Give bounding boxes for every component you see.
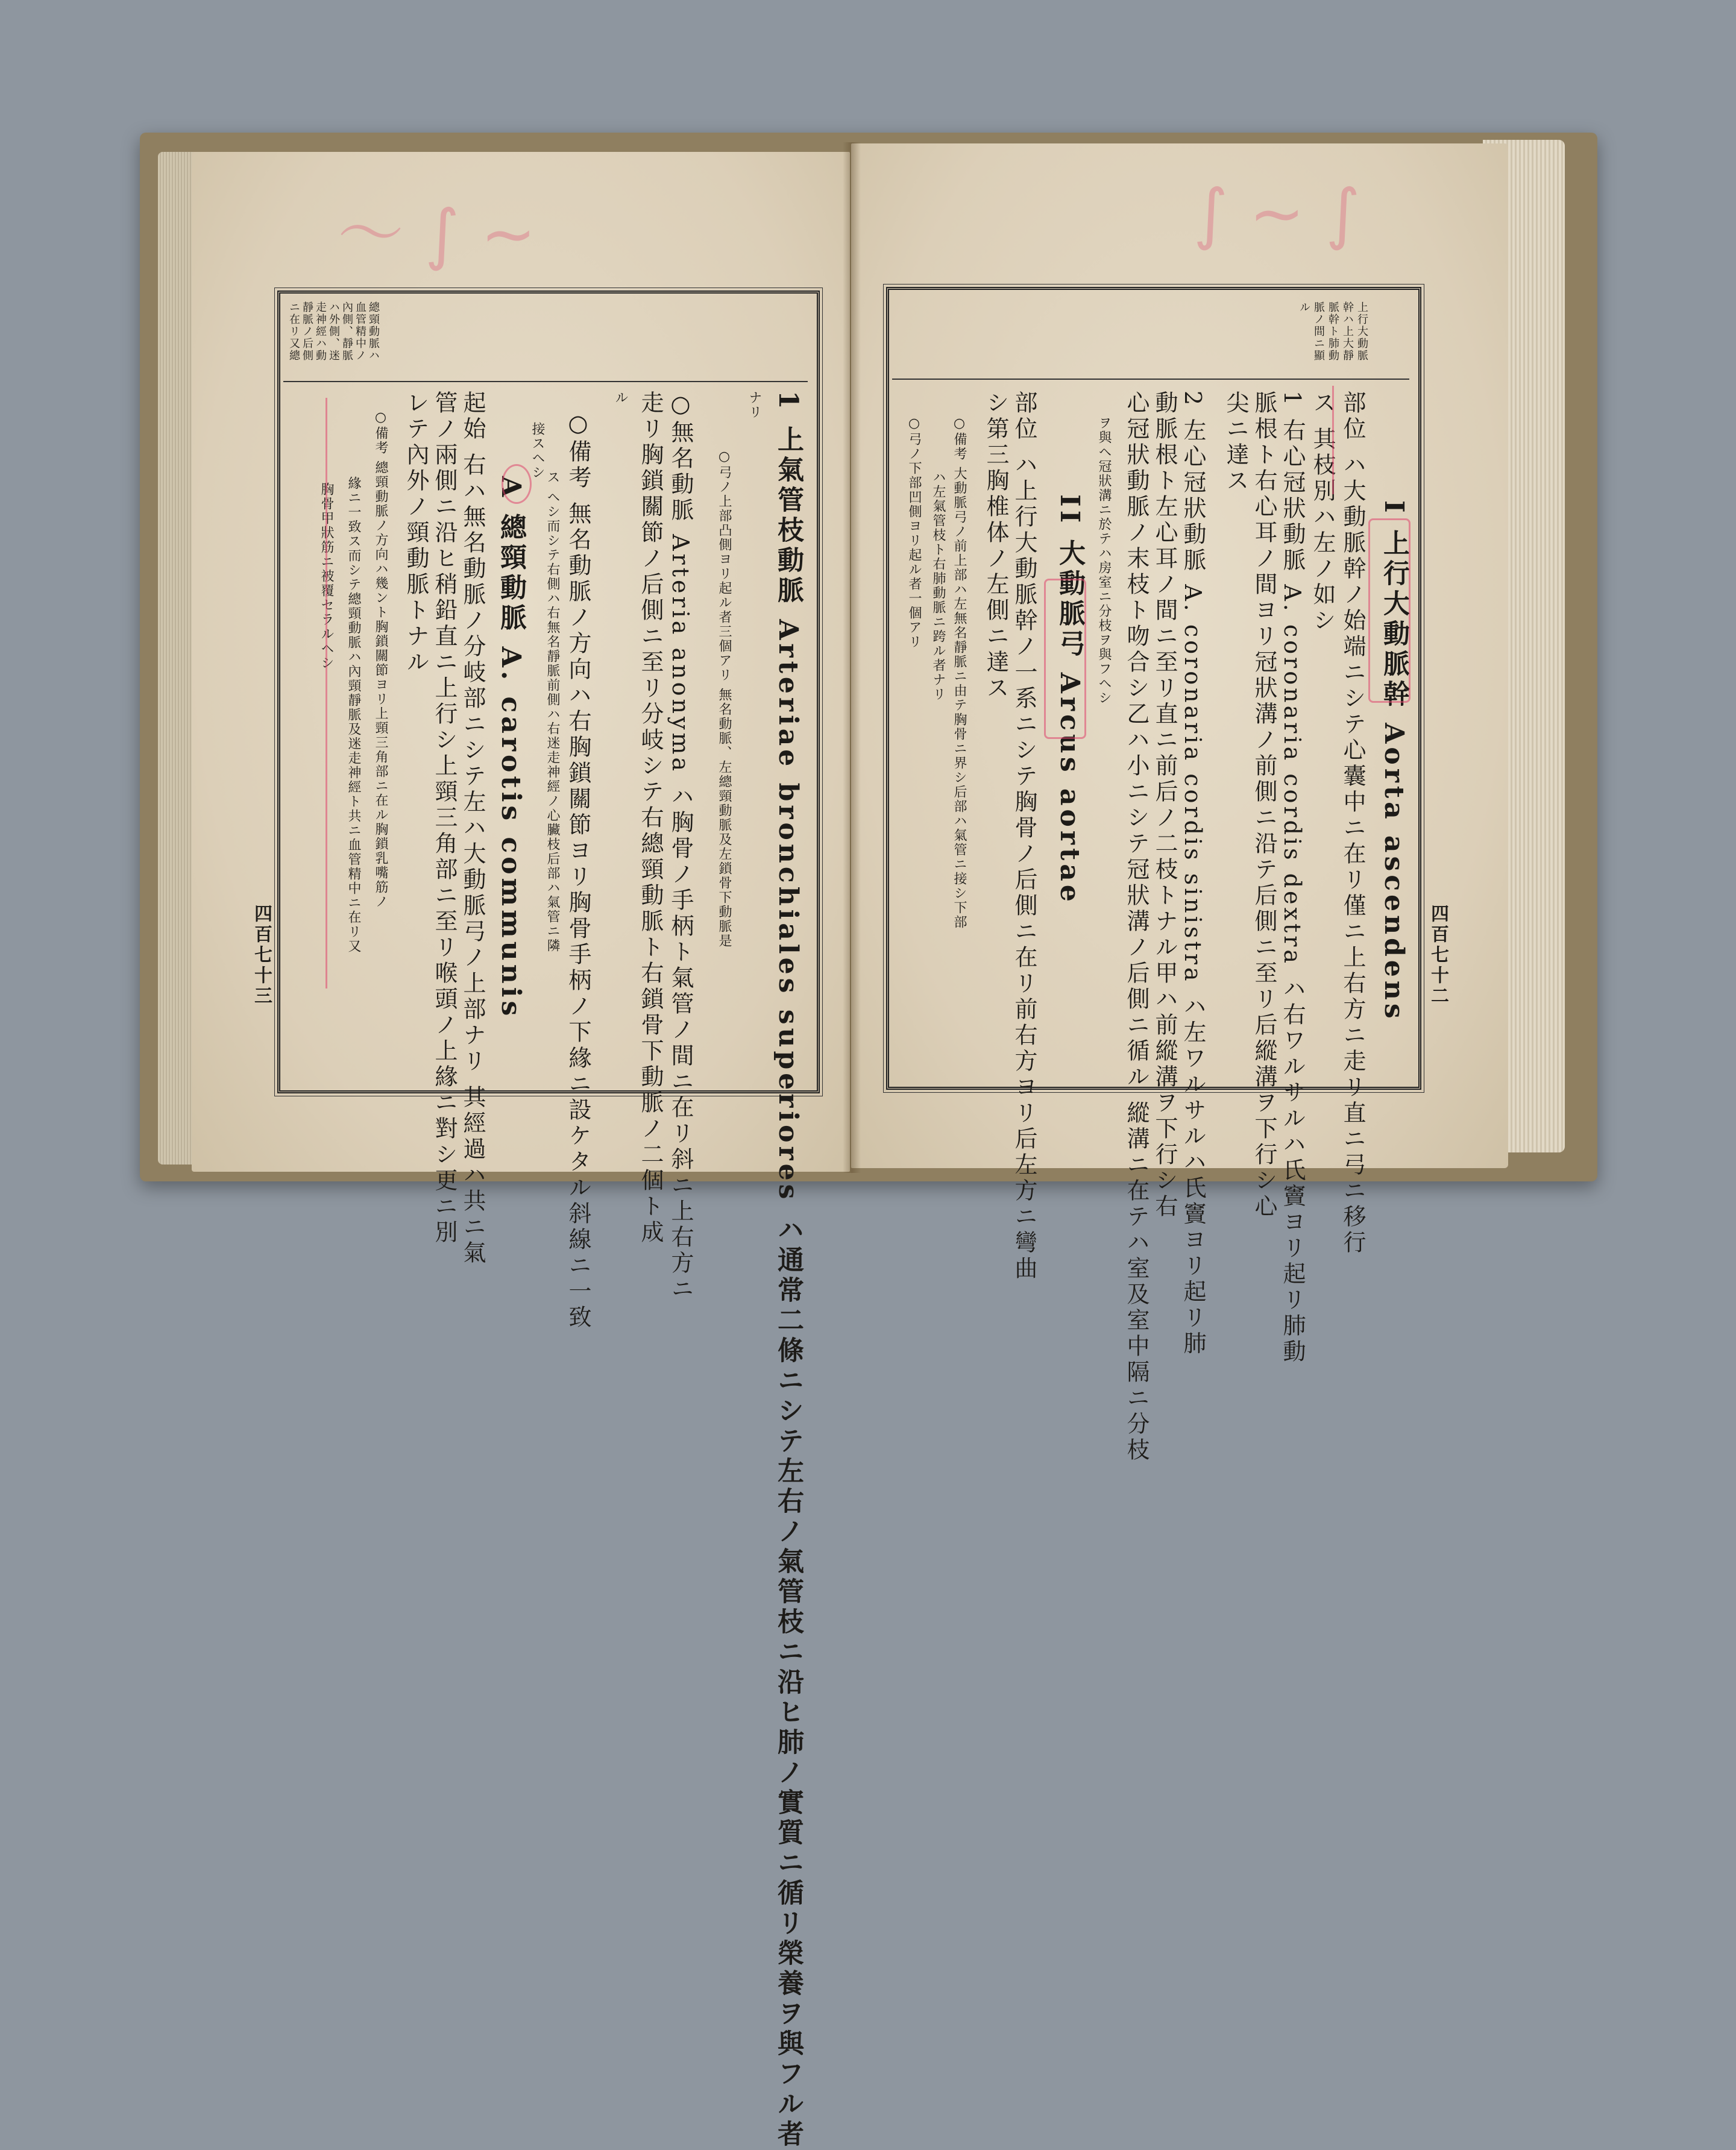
text-column: 走リ胸鎖關節ノ后側ニ至リ分岐シテ右總頸動脈ト右鎖骨下動脈ノ二個ト成 xyxy=(637,391,664,1246)
text-column: ス 其枝別ハ左ノ如シ xyxy=(1309,391,1336,635)
right-header-rule xyxy=(892,379,1409,380)
pencil-line-mark xyxy=(326,398,351,989)
text-column: ○備考 大動脈弓ノ前上部ハ左無名靜脈ニ由テ胸骨ニ界シ后部ハ氣管ニ接シ下部 xyxy=(952,416,967,929)
margin-line: 脈ノ間ニ顯 xyxy=(1312,301,1325,362)
text-column: ○備考 總頸動脈ノ方向ハ幾ント胸鎖關節ヨリ上頸三角部ニ在ル胸鎖乳嘴筋ノ xyxy=(373,410,388,909)
pencil-line-mark xyxy=(1332,386,1338,494)
margin-line: 內側、靜脈 xyxy=(341,301,353,362)
margin-line: 總頸動脈ハ xyxy=(367,301,380,362)
text-column: 1 右心冠狀動脈 A. coronaria cordis dextra ハ右ワルサルハ氏竇ヨリ起リ肺動 xyxy=(1279,391,1306,1366)
section-heading: I 上行大動脈幹 Aorta ascendens xyxy=(1379,500,1409,1022)
text-column: 脈根ト右心耳ノ間ヨリ冠狀溝ノ前側ニ沿テ后側ニ至リ后縱溝ヲ下行シ心 xyxy=(1251,391,1277,1220)
page-number: 四百七十二 xyxy=(1427,904,1448,1007)
text-column: ナリ xyxy=(747,391,762,420)
text-column: 緣ニ一致ス而シテ總頸動脈ハ內頸靜脈及迷走神經ト共ニ血管精中ニ在リ又 xyxy=(346,476,361,954)
book-gutter xyxy=(843,142,861,1173)
text-column: 尖ニ達ス xyxy=(1222,391,1249,494)
text-column: ヲ與ヘ冠狀溝ニ於テハ房室ニ分枝ヲ與フヘシ xyxy=(1096,416,1112,705)
margin-line: 走神經ハ動 xyxy=(314,301,327,362)
text-column: ○弓ノ上部凸側ヨリ起ル者三個アリ 無名動脈、左總頸動脈及左鎖骨下動脈是 xyxy=(717,449,732,948)
left-header-rule xyxy=(283,381,808,382)
pencil-scribble: 〜 ∫ ~ xyxy=(338,195,536,272)
text-column: 部位 ハ大動脈幹ノ始端ニシテ心囊中ニ在リ僅ニ上右方ニ走リ直ニ弓ニ移行 xyxy=(1339,391,1366,1257)
text-column: ハ左氣管枝ト右肺動脈ニ跨ル者ナリ xyxy=(931,470,946,702)
margin-line: ハ外側、迷 xyxy=(327,301,340,362)
pencil-circle-mark xyxy=(502,464,532,504)
text-column: ○備考 無名動脈ノ方向ハ右胸鎖關節ヨリ胸骨手柄ノ下緣ニ設ケタル斜線ニ一致 xyxy=(565,410,591,1331)
text-column: 接スヘシ xyxy=(530,422,545,480)
margin-line: 靜脈ノ后側 xyxy=(301,301,313,362)
text-column: レテ內外ノ頸動脈トナル xyxy=(403,391,429,676)
text-column: 動脈根ト左心耳ノ間ニ至リ直ニ前后ノ二枝トナル甲ハ前縱溝ヲ下行シ右 xyxy=(1151,391,1178,1220)
margin-line: ニ在リ又總 xyxy=(288,301,300,362)
text-column: 心冠狀動脈ノ末枝ト吻合シ乙ハ小ニシテ冠狀溝ノ后側ニ循ル 縱溝ニ在テハ室及室中隔ニ分枝 xyxy=(1123,391,1149,1464)
page-number: 四百七十三 xyxy=(251,904,272,1007)
text-column: ス ヘシ而シテ右側ハ右無名靜脈前側ハ右迷走神經ノ心臟枝后部ハ氣管ニ隣 xyxy=(545,470,560,953)
margin-line: 上行大動脈 xyxy=(1356,301,1368,362)
pencil-box-mark xyxy=(1368,518,1410,703)
text-column: ○弓ノ下部凹側ヨリ起ル者一個アリ xyxy=(907,416,922,649)
margin-line: 脈幹ト肺動 xyxy=(1327,301,1339,362)
pencil-scribble: ∫ ~ ∫ xyxy=(1194,175,1360,252)
text-column: 管ノ兩側ニ沿ヒ稍鉛直ニ上行シ上頸三角部ニ至リ喉頭ノ上緣ニ對シ更ニ別 xyxy=(431,391,458,1246)
text-column: ○無名動脈 Arteria anonyma ハ胸骨ノ手柄ト氣管ノ間ニ在リ斜ニ上右方ニ xyxy=(667,391,694,1303)
text-column: 2 左心冠狀動脈 A. coronaria cordis sinistra ハ左ワルサルハ氏竇ヨリ起リ肺 xyxy=(1180,391,1206,1357)
pencil-box-mark xyxy=(1044,579,1086,739)
text-column: ル xyxy=(613,391,628,405)
text-column: 胸骨甲狀筋ニ被覆セラルヘシ xyxy=(319,482,334,670)
margin-line: 血管精中ノ xyxy=(354,301,366,362)
text-column: 部位 ハ上行大動脈幹ノ一系ニシテ胸骨ノ后側ニ在リ前右方ヨリ后左方ニ彎曲 xyxy=(1011,391,1037,1283)
left-page-edges xyxy=(158,152,194,1165)
text-column: シ第三胸椎体ノ左側ニ達ス xyxy=(983,391,1009,702)
text-column: 1 上氣管枝動脈 Arteriae bronchiales superiores ハ通常二條ニシテ左右ノ氣管枝ニ沿ヒ肺ノ實質ニ循リ榮養ヲ與フル者 xyxy=(773,391,804,2150)
section-heading: II 大動脈弓 Arcus aortae xyxy=(1054,494,1085,905)
text-column: 起始 右ハ無名動脈ノ分岐部ニシテ左ハ大動脈弓ノ上部ナリ 其經過ハ共ニ氣 xyxy=(459,391,486,1267)
margin-line: ル xyxy=(1298,301,1310,313)
section-heading: A 總頸動脈 A. carotis communis xyxy=(495,476,526,1020)
margin-line: 幹ハ上大靜 xyxy=(1341,301,1354,362)
